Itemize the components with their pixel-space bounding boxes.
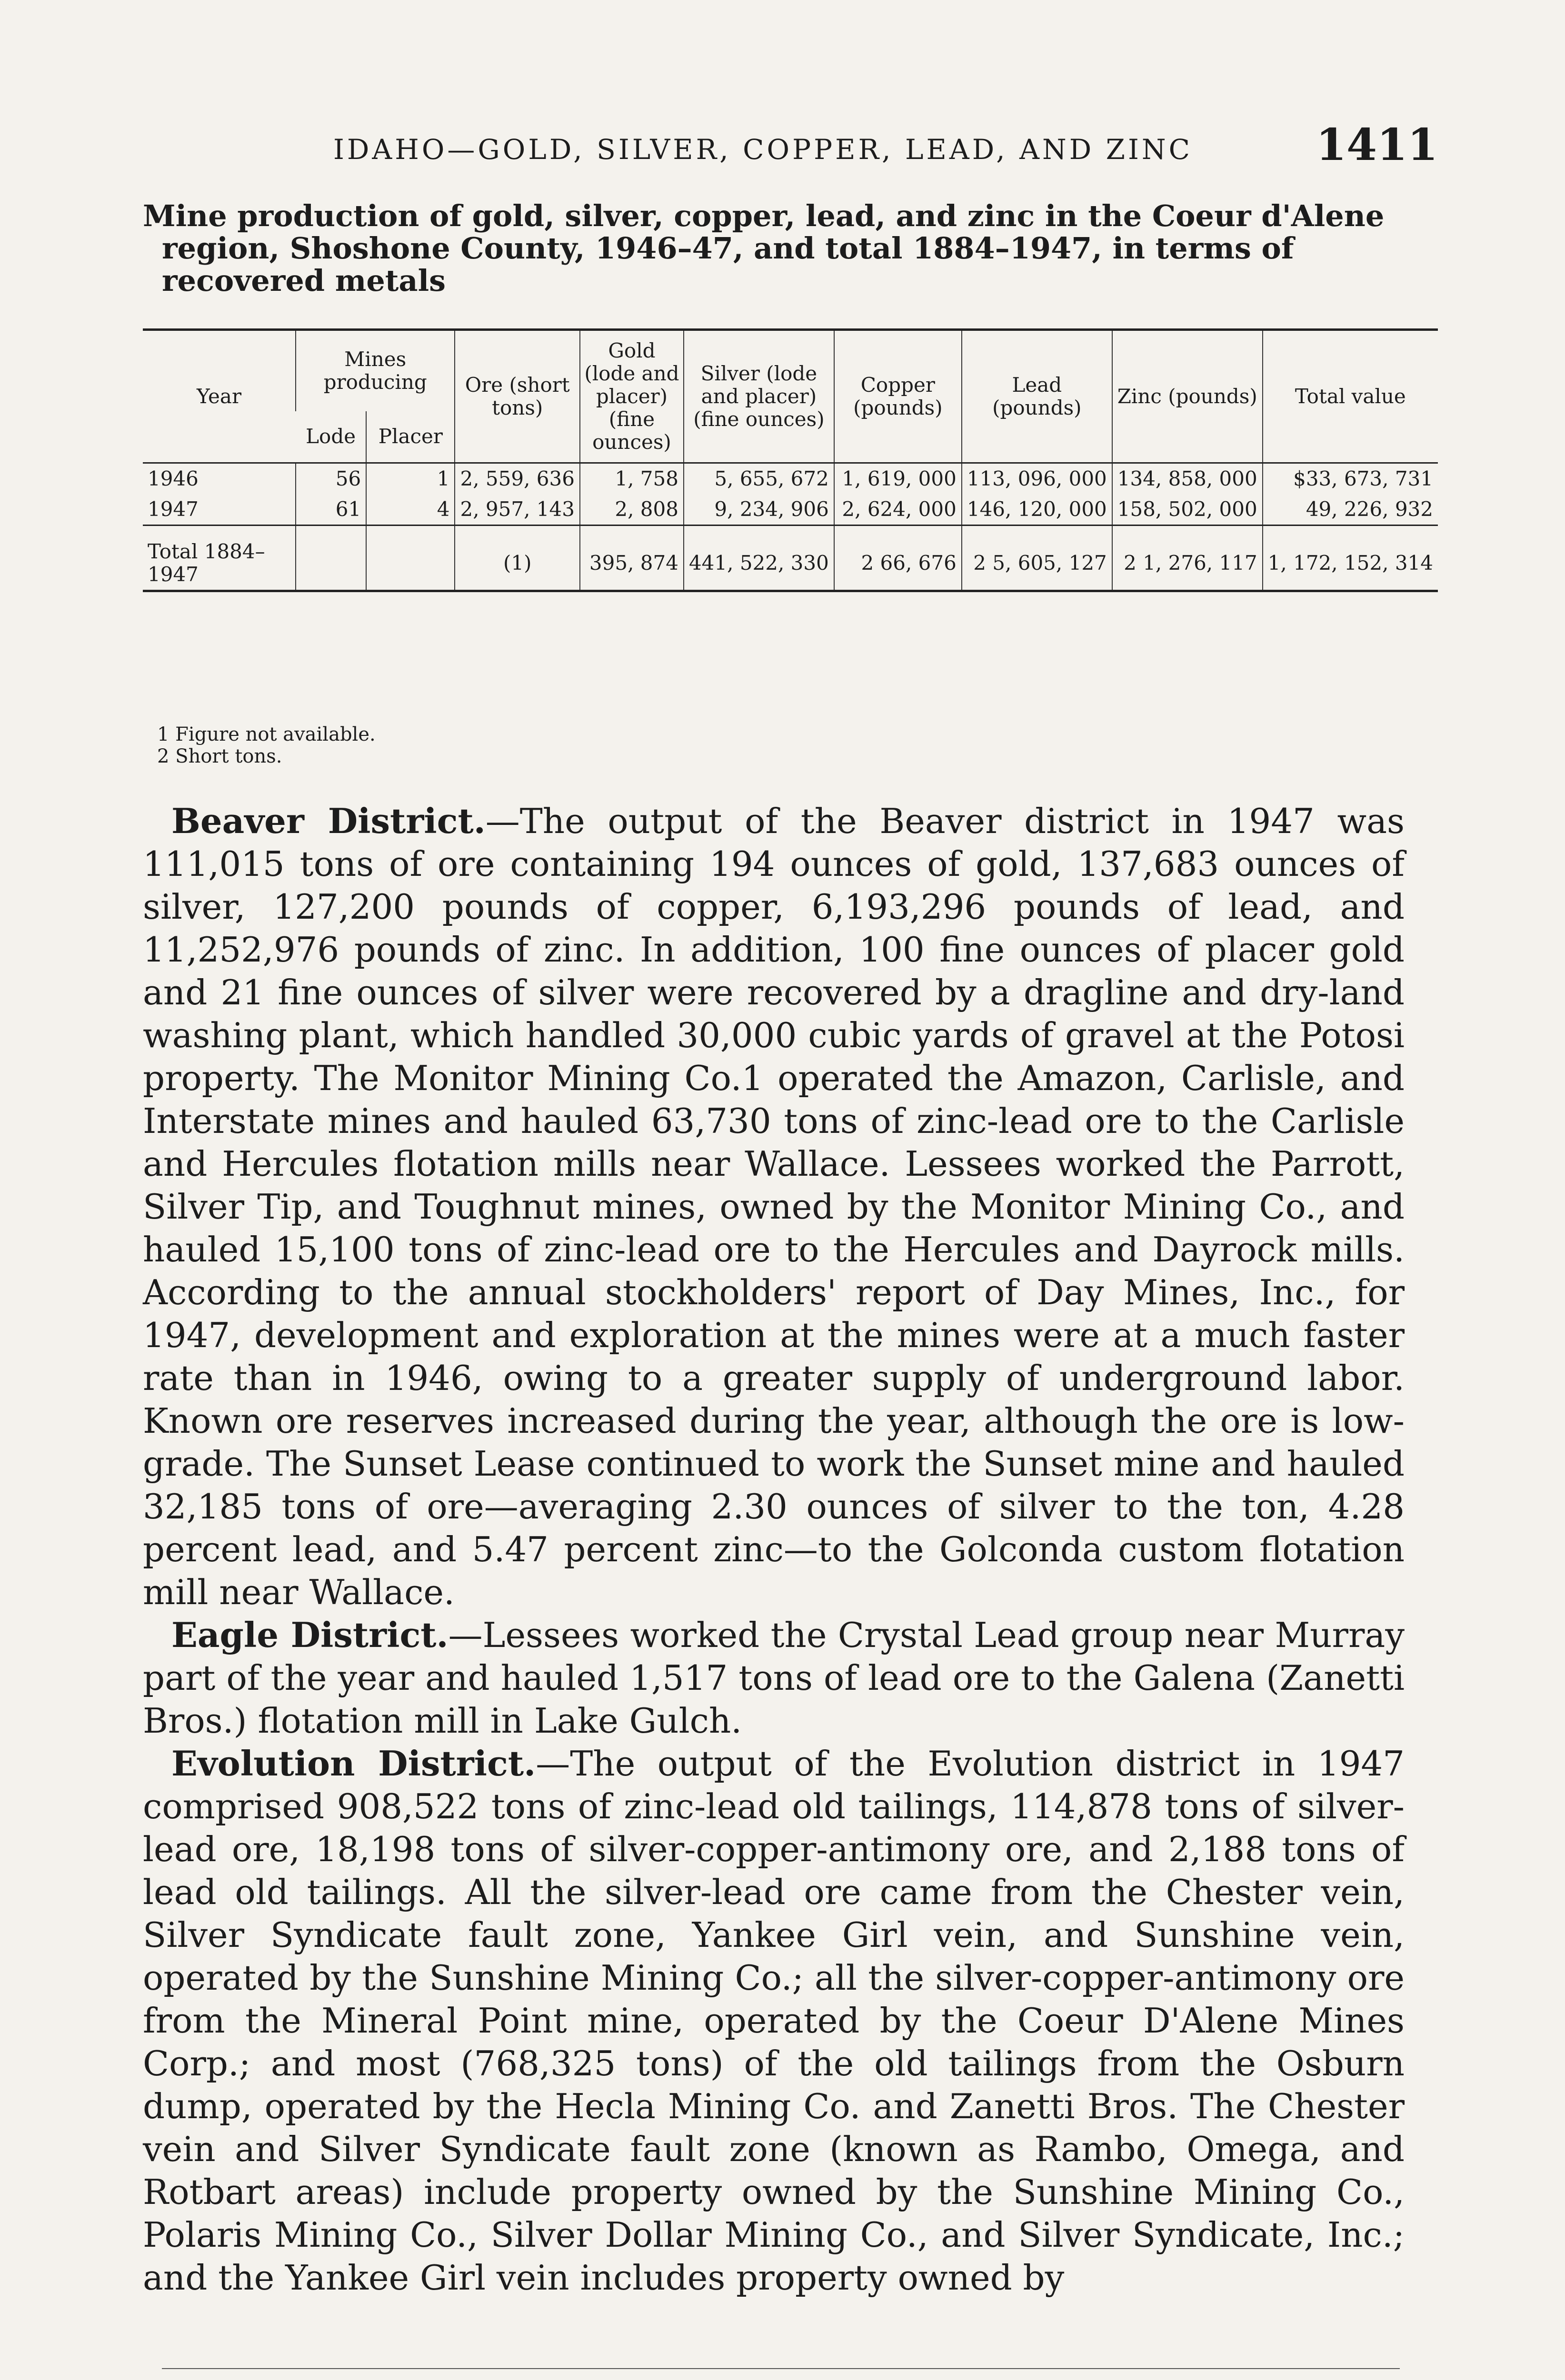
cell-ore: 2, 559, 636 xyxy=(455,463,579,495)
cell-placer: 4 xyxy=(366,494,455,526)
page-number: 1411 xyxy=(1316,119,1438,170)
col-zinc: Zinc (pounds) xyxy=(1112,330,1263,463)
cell-copper: 2 66, 676 xyxy=(834,526,962,591)
table-caption: Mine production of gold, silver, copper, lead, and zinc in the Coeur d'Alene region, Shoshone County, 1946–47, and total 1884–1947, in terms of recovered metals xyxy=(143,198,1385,298)
cell-total-label: Total 1884–1947 xyxy=(143,526,296,591)
cell-total-value: 49, 226, 932 xyxy=(1263,494,1438,526)
col-year: Year xyxy=(196,385,242,408)
paragraph-text: —The output of the Evolution district in 1947 comprised 908,522 tons of zinc-lead old tailings, 114,878 tons of silver-lead ore, 18,198 tons of silver-copper-antimony ore, and 2,188 tons of lead old tailings. All the silver-lead ore came from the Chester vein, Silver Syndicate fault zone, Yankee Girl vein, and Sunshine vein, operated by the Sunshine Mining Co.; all the silver-copper-antimony ore from the Mineral Point mine, operated by the Coeur D'Alene Mines Corp.; and most (768,325 tons) of the old tailings from the Osburn dump, operated by the Hecla Mining Co. and Zanetti Bros. The Chester vein and Silver Syndicate fault zone (known as Rambo, Omega, and Rotbart areas) include property owned by the Sunshine Mining Co., Polaris Mining Co., Silver Dollar Mining Co., and Silver Syndicate, Inc.; and the Yankee Girl vein includes property owned by xyxy=(143,1744,1405,2298)
table-footnote: 2 Short tons. xyxy=(157,745,282,767)
cell-copper: 2, 624, 000 xyxy=(834,494,962,526)
cell-zinc: 134, 858, 000 xyxy=(1112,463,1263,495)
col-ore: Ore (short tons) xyxy=(455,330,579,463)
cell-year: 1947 xyxy=(143,494,296,526)
page-header xyxy=(143,119,1438,186)
col-lode: Lode xyxy=(306,425,356,448)
col-copper: Copper (pounds) xyxy=(834,330,962,463)
body-text xyxy=(143,800,1405,2299)
cell-gold: 2, 808 xyxy=(580,494,684,526)
cell-total-value: $33, 673, 731 xyxy=(1263,463,1438,495)
cell-gold: 1, 758 xyxy=(580,463,684,495)
cell-silver: 441, 522, 330 xyxy=(684,526,834,591)
cell-lead: 2 5, 605, 127 xyxy=(962,526,1112,591)
cell-placer: 1 xyxy=(366,463,455,495)
paragraph-text: —The output of the Beaver district in 1947 was 111,015 tons of ore containing 194 ounces of gold, 137,683 ounces of silver, 127,200 pounds of copper, 6,193,296 pounds of lead, and 11,252,976 pounds of zinc. In addition, 100 fine ounces of placer gold and 21 fine ounces of silver were recovered by a dragline and dry-land washing plant, which handled 30,000 cubic yards of gravel at the Potosi property. The Monitor Mining Co.1 operated the Amazon, Carlisle, and Interstate mines and hauled 63,730 tons of zinc-lead ore to the Carlisle and Hercules flotation mills near Wallace. Lessees worked the Parrott, Silver Tip, and Toughnut mines, owned by the Monitor Mining Co., and hauled 15,100 tons of zinc-lead ore to the Hercules and Dayrock mills. According to the annual stockholders' report of Day Mines, Inc., for 1947, development and exploration at the mines were at a much faster rate than in 1946, owing to a greater supply of underground labor. Known ore reserves increased during the year, although the ore is low-grade. The Sunset Lease continued to work the Sunset mine and hauled 32,185 tons of ore—averaging 2.30 ounces of silver to the ton, 4.28 percent lead, and 5.47 percent zinc—to the Golconda custom flotation mill near Wallace. xyxy=(143,801,1405,1612)
cell-total-value: 1, 172, 152, 314 xyxy=(1263,526,1438,591)
col-gold: Gold (lode and placer) (fine ounces) xyxy=(580,330,684,463)
col-total-value: Total value xyxy=(1263,330,1438,463)
cell-copper: 1, 619, 000 xyxy=(834,463,962,495)
cell-silver: 5, 655, 672 xyxy=(684,463,834,495)
table-footnotes xyxy=(157,724,1395,767)
cell-lead: 146, 120, 000 xyxy=(962,494,1112,526)
table-row-total xyxy=(143,526,1438,591)
paragraph-eagle xyxy=(143,1614,1405,1742)
paragraph-text: —Lessees worked the Crystal Lead group near Murray part of the year and hauled 1,517 tons of lead ore to the Galena (Zanetti Bros.) flotation mill in Lake Gulch. xyxy=(143,1615,1405,1741)
cell-placer xyxy=(366,526,455,591)
table-row-1946 xyxy=(143,463,1438,495)
footnote-divider xyxy=(162,2368,1400,2369)
cell-lode: 61 xyxy=(296,494,366,526)
col-lead: Lead (pounds) xyxy=(962,330,1112,463)
col-mines-producing: Mines producing xyxy=(296,330,455,411)
cell-ore: (1) xyxy=(455,526,579,591)
cell-lode: 56 xyxy=(296,463,366,495)
cell-lead: 113, 096, 000 xyxy=(962,463,1112,495)
table-footnote: 1 Figure not available. xyxy=(157,724,376,745)
paragraph-beaver xyxy=(143,800,1405,1614)
paragraph-heading: Eagle District. xyxy=(171,1615,449,1655)
col-placer: Placer xyxy=(366,411,455,463)
table-row-1947 xyxy=(143,494,1438,526)
paragraph-heading: Beaver District. xyxy=(171,801,486,841)
cell-silver: 9, 234, 906 xyxy=(684,494,834,526)
cell-ore: 2, 957, 143 xyxy=(455,494,579,526)
cell-zinc: 2 1, 276, 117 xyxy=(1112,526,1263,591)
running-head: IDAHO—GOLD, SILVER, COPPER, LEAD, AND ZINC xyxy=(333,133,1193,166)
cell-gold: 395, 874 xyxy=(580,526,684,591)
cell-lode xyxy=(296,526,366,591)
cell-year: 1946 xyxy=(148,467,199,490)
production-table xyxy=(143,328,1438,592)
paragraph-evolution xyxy=(143,1742,1405,2299)
paragraph-heading: Evolution District. xyxy=(171,1743,536,1784)
cell-zinc: 158, 502, 000 xyxy=(1112,494,1263,526)
col-silver: Silver (lode and placer) (fine ounces) xyxy=(684,330,834,463)
